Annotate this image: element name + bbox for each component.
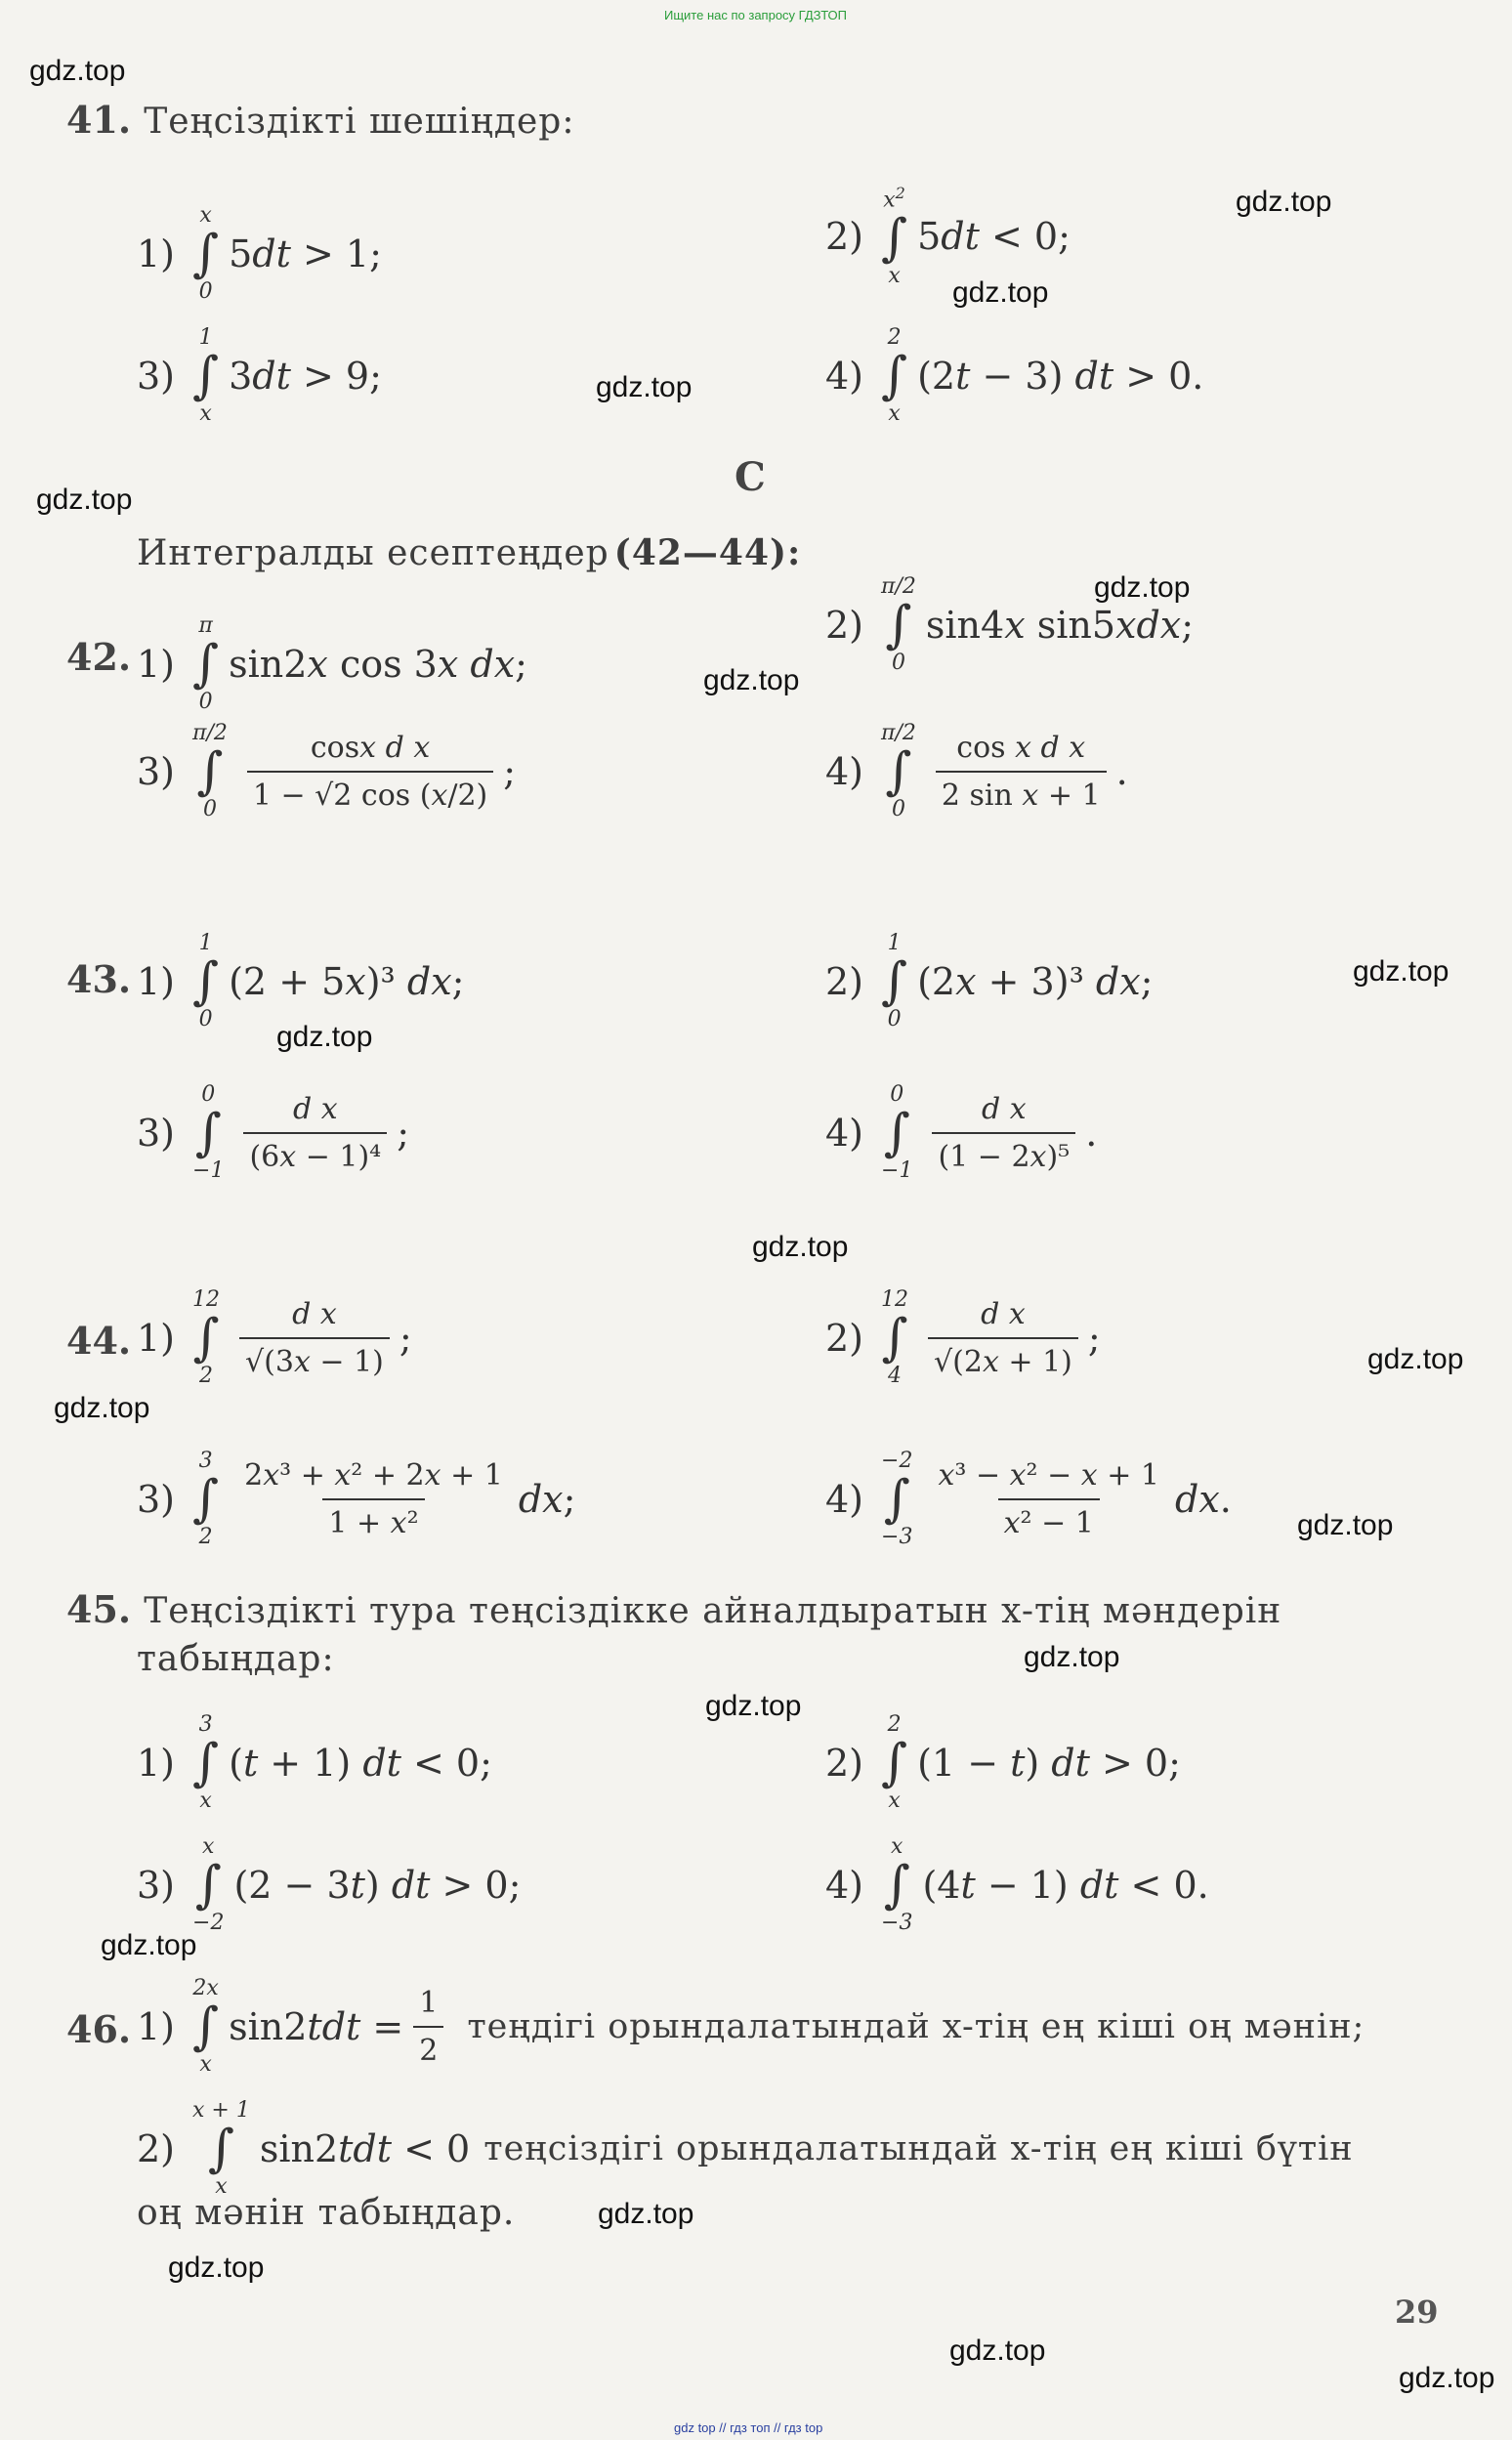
watermark: gdz.top [952,276,1049,309]
problem-43-3: 3) 0 ∫ −1 $\frac{\text{d x}}{\text{(6x − 1)⁴}}$ ; [137,1082,410,1183]
watermark: gdz.top [1353,955,1449,988]
problem-number: 43. [66,957,132,1001]
watermark: gdz.top [1297,1509,1394,1541]
watermark: gdz.top [949,2335,1046,2367]
problem-text-cont: оң мәнін табыңдар. [137,2193,516,2233]
problem-text: теңдігі орындалатындай x-тің ең кіші оң мәнін; [467,2007,1365,2046]
watermark: gdz.top [703,664,800,696]
watermark: gdz.top [36,484,133,516]
problem-41-heading [66,98,574,142]
watermark: gdz.top [168,2251,265,2284]
watermark: gdz.top [598,2198,694,2230]
problem-42-3: 3) π/2 ∫ 0 $\frac{\text{cosx d x}}{1 - √2 \cos (x/2)}$ ; [137,721,517,821]
watermark: gdz.top [596,371,693,403]
problem-41-2: 2) $x^2$ ∫ x 5dt < 0; [825,184,1071,289]
watermark: gdz.top [1399,2362,1495,2394]
problem-45-heading [66,1587,1281,1631]
problem-number: 45. [66,1587,132,1631]
problem-45-3: 3) x ∫ −2 (2 − 3t) dt > 0; [137,1834,522,1935]
problem-number: 42. [66,635,132,679]
watermark: gdz.top [1236,186,1332,218]
problem-44-1: 1) 12 ∫ 2 $\frac{\text{d x}}{√(3x - 1)}$ ; [137,1287,412,1388]
bottom-banner: gdz top // гдз топ // гдз top [674,2420,823,2435]
problem-41-4: 4) 2 ∫ x (2t − 3) dt > 0. [825,325,1204,426]
problem-text-cont: табыңдар: [137,1639,335,1679]
problem-42-2: 2) π/2 ∫ 0 sin4x sin5xdx; [825,574,1195,675]
problem-44-4: 4) −2 ∫ −3 $\frac{\text{x³ − x² − x + 1}}{\text{x² − 1}}$ dx. [825,1449,1232,1549]
problem-text: теңсіздігі орындалатындай x-тің ең кіші бүтін [483,2129,1354,2168]
problem-41-1: 1) x ∫ 0 5dt > 1; [137,203,382,304]
watermark: gdz.top [1367,1343,1464,1375]
watermark: gdz.top [276,1021,373,1053]
problem-43-4: 4) 0 ∫ −1 $\frac{\text{d x}}{\text{(1 − 2x)⁵}}$ . [825,1082,1098,1183]
section-label: C [735,454,766,500]
problem-46-2: 2) x + 1 ∫ x sin2tdt < 0 теңсіздігі орындалатындай x-тің ең кіші бүтін [137,2098,1354,2199]
intro-range: (42—44): [613,532,802,573]
problem-43-1: 1) 1 ∫ 0 (2 + 5x)³ dx; [137,931,465,1031]
problem-41-3: 3) 1 ∫ x 3dt > 9; [137,325,382,426]
problem-42-1: 1) π ∫ 0 sin2x cos 3x dx; [137,613,527,714]
problem-number: 41. [66,98,132,142]
watermark: gdz.top [705,1690,802,1722]
problem-text: Теңсіздікті тура теңсіздікке айналдыратын x-тің мәндерін [144,1591,1282,1631]
top-banner: Ищите нас по запросу ГДЗТОП [664,8,848,22]
problem-44-3: 3) 3 ∫ 2 $\frac{\text{2x³ + x² + 2x + 1}}{\text{1 + x²}}$ dx; [137,1449,576,1549]
problem-number: 44. [66,1319,132,1363]
watermark: gdz.top [101,1929,197,1961]
problem-45-4: 4) x ∫ −3 (4t − 1) dt < 0. [825,1834,1209,1935]
intro-line [137,532,801,573]
watermark: gdz.top [29,55,126,87]
problem-44-2: 2) 12 ∫ 4 $\frac{\text{d x}}{√(2x + 1)}$ ; [825,1287,1101,1388]
intro-text: Интегралды есептеңдер [137,533,609,573]
problem-45-1: 1) 3 ∫ x (t + 1) dt < 0; [137,1712,492,1813]
watermark: gdz.top [1024,1641,1120,1673]
problem-45-2: 2) 2 ∫ x (1 − t) dt > 0; [825,1712,1181,1813]
watermark: gdz.top [54,1392,150,1424]
page-number: 29 [1395,2293,1439,2331]
problem-text: Теңсіздікті шешіңдер: [144,102,575,142]
watermark: gdz.top [1094,571,1191,604]
problem-46-1: 1) 2x ∫ x sin2tdt = $\frac{1}{2}$ теңдігі орындалатындай x-тің ең кіші оң мәнін; [137,1976,1365,2077]
problem-43-2: 2) 1 ∫ 0 (2x + 3)³ dx; [825,931,1154,1031]
problem-42-4: 4) π/2 ∫ 0 $\frac{\text{cos x d x}}{\text{2 sin x + 1}}$ . [825,721,1128,821]
watermark: gdz.top [752,1231,849,1263]
problem-number: 46. [66,2007,132,2051]
